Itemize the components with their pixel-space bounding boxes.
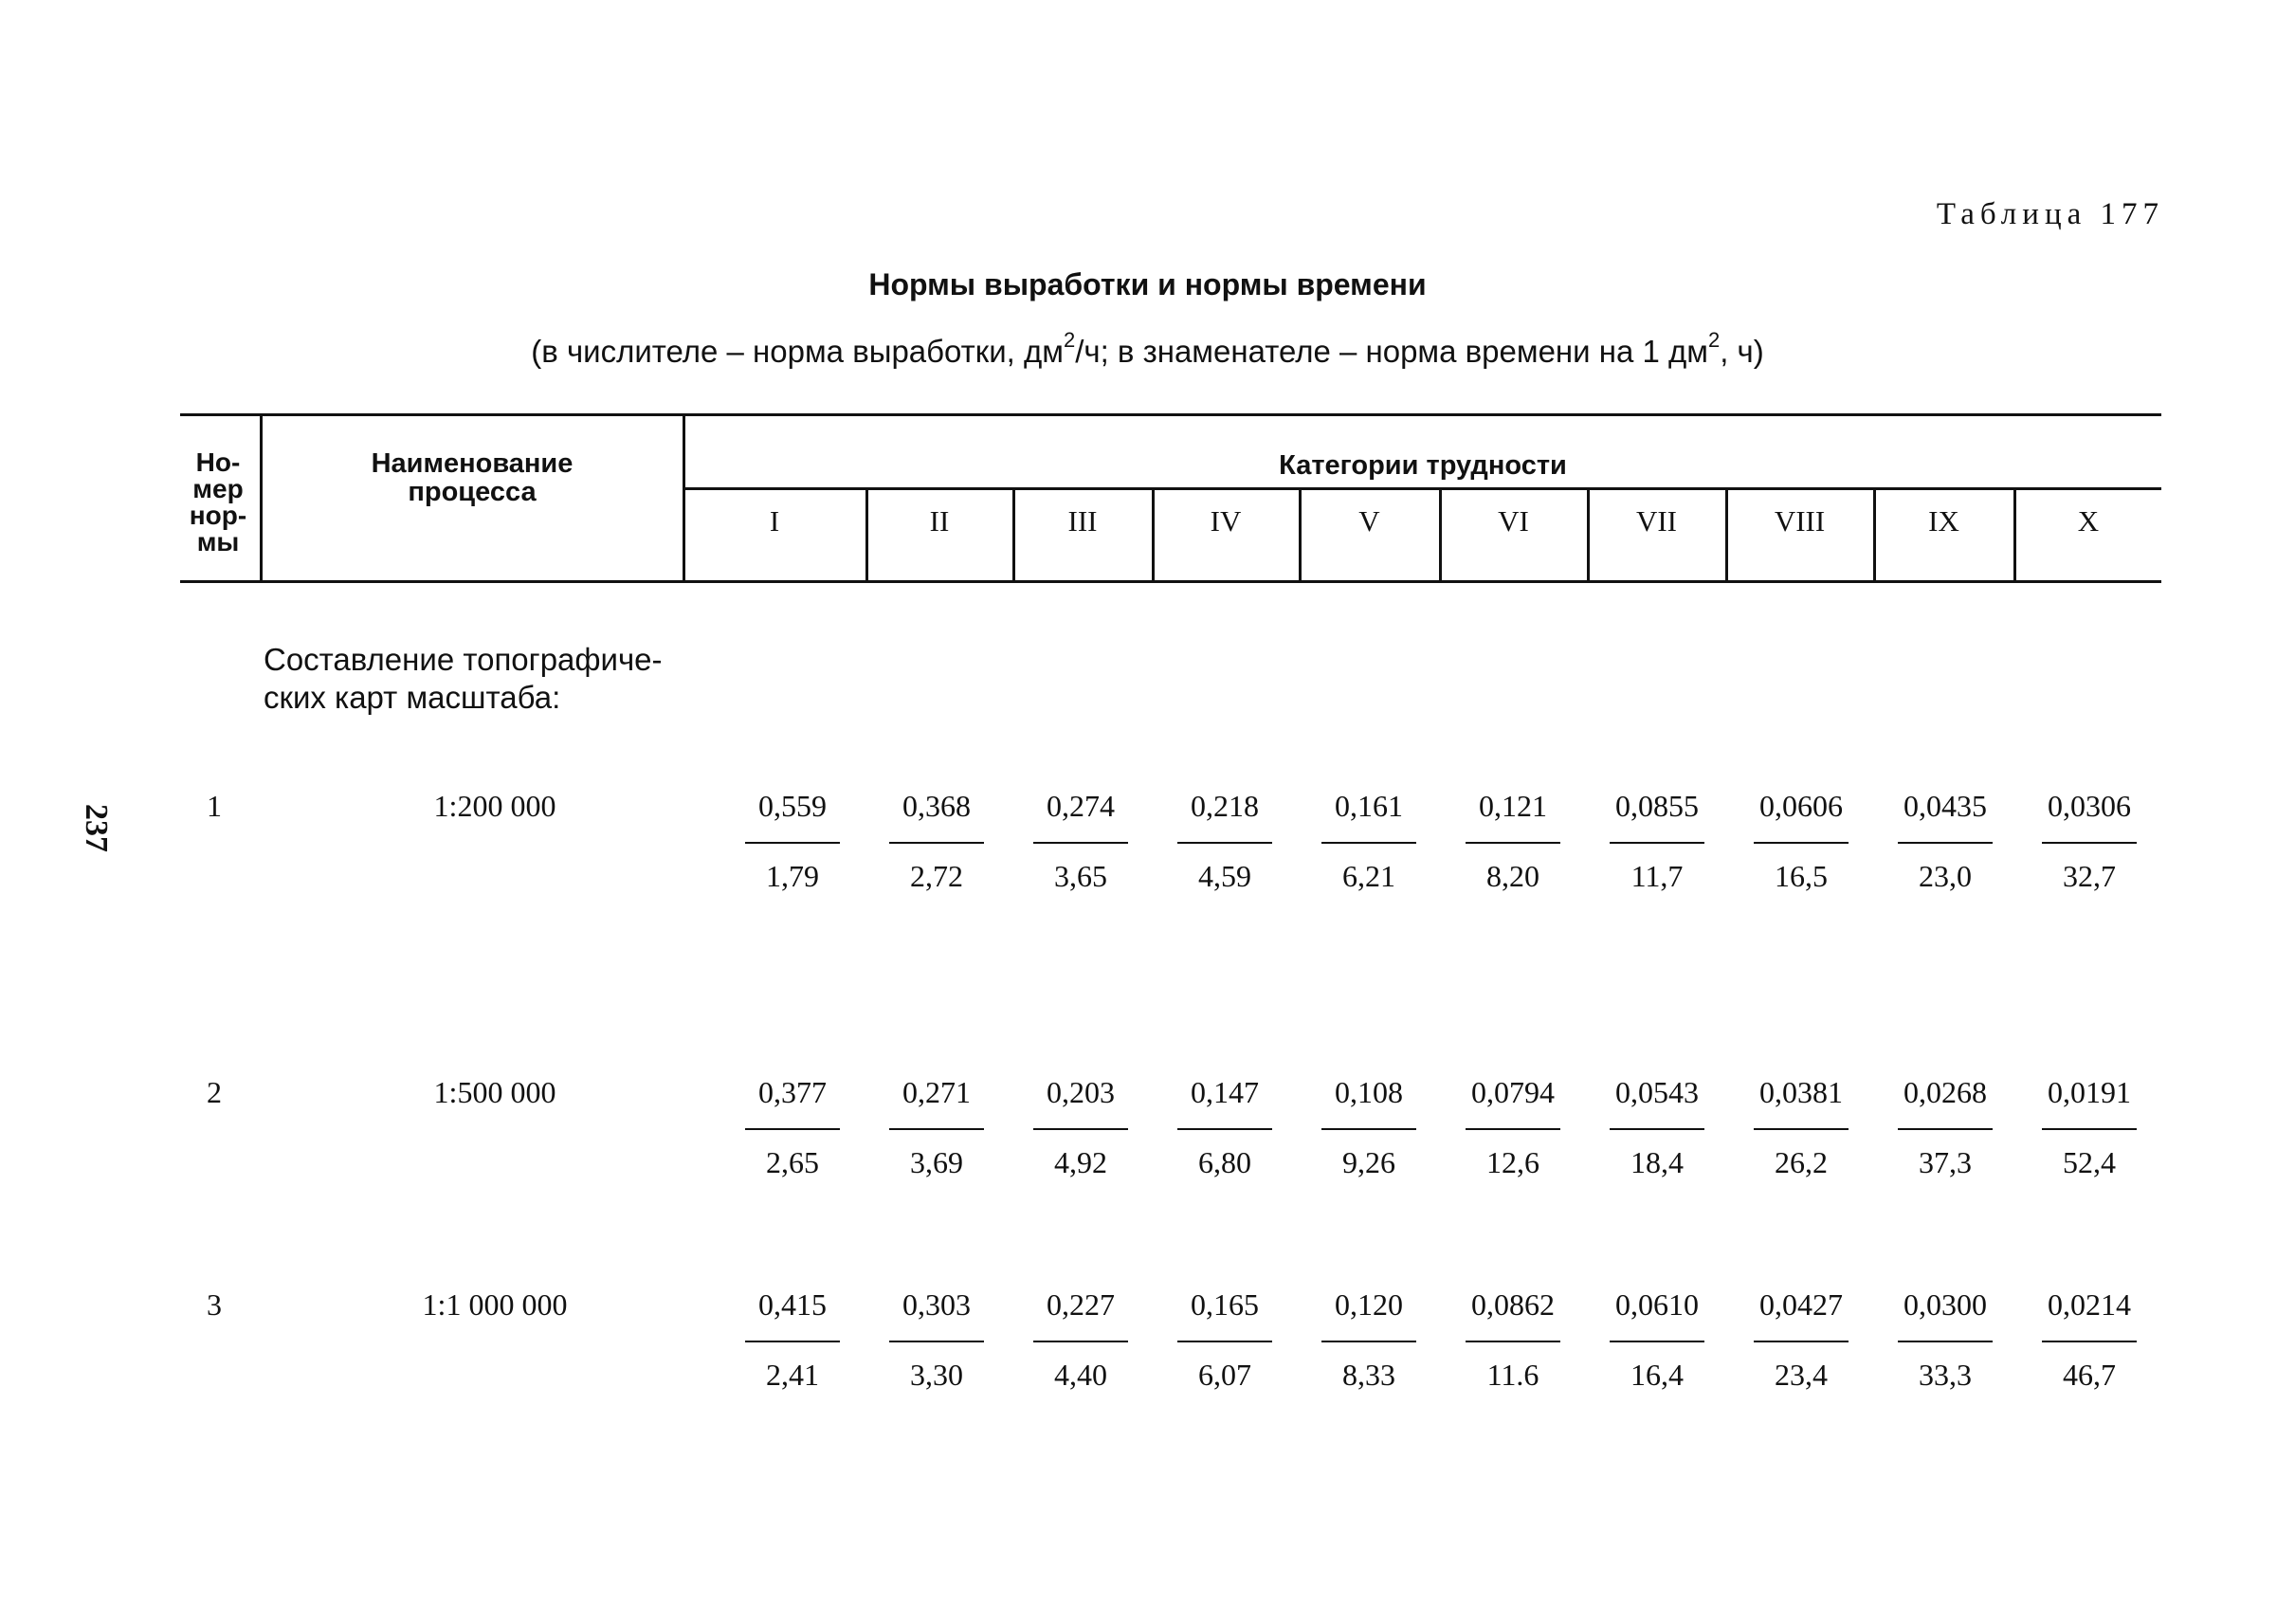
- fraction-bar: [2042, 1128, 2137, 1130]
- norm-output-value: 0,0610: [1615, 1287, 1699, 1322]
- number-col-line: нор-: [189, 501, 247, 530]
- norm-time-value: 52,4: [2063, 1145, 2116, 1179]
- fraction-bar: [1321, 1341, 1416, 1342]
- fraction-bar: [1177, 842, 1272, 844]
- norm-time-value: 6,80: [1198, 1145, 1251, 1179]
- norm-output-value: 0,0543: [1615, 1075, 1699, 1109]
- norm-output-value: 0,559: [758, 789, 827, 823]
- norm-time-value: 23,0: [1919, 859, 1972, 893]
- norm-output-value: 0,0606: [1759, 789, 1843, 823]
- norm-time-value: 3,30: [910, 1358, 963, 1392]
- norm-output-value: 0,0427: [1759, 1287, 1843, 1322]
- norm-output-value: 0,218: [1191, 789, 1259, 823]
- fraction-bar: [1466, 842, 1560, 844]
- norm-output-value: 0,415: [758, 1287, 827, 1322]
- category-header: VII: [1635, 504, 1678, 538]
- norm-time-value: 4,40: [1054, 1358, 1107, 1392]
- norm-time-value: 3,69: [910, 1145, 963, 1179]
- fraction-bar: [2042, 842, 2137, 844]
- norm-time-value: 3,65: [1054, 859, 1107, 893]
- norm-output-value: 0,227: [1047, 1287, 1115, 1322]
- category-header: II: [929, 504, 950, 538]
- category-header: V: [1358, 504, 1380, 538]
- category-header: VI: [1498, 504, 1529, 538]
- norm-time-value: 18,4: [1630, 1145, 1684, 1179]
- norm-output-value: 0,121: [1479, 789, 1547, 823]
- norm-time-value: 1,79: [766, 859, 819, 893]
- table-subtitle: [0, 328, 2295, 370]
- number-col-line: мер: [192, 474, 244, 503]
- fraction-bar: [1898, 842, 1993, 844]
- fraction-bar: [1610, 842, 1704, 844]
- subtitle-part1: (в числителе – норма выработки, дм: [531, 334, 1064, 369]
- norm-time-value: 2,65: [766, 1145, 819, 1179]
- norm-output-value: 0,0191: [2048, 1075, 2131, 1109]
- category-header: III: [1067, 504, 1098, 538]
- fraction-bar: [745, 1341, 840, 1342]
- fraction-bar: [1610, 1341, 1704, 1342]
- category-header: IX: [1928, 504, 1959, 538]
- norm-time-value: 46,7: [2063, 1358, 2116, 1392]
- subtitle-sup1: 2: [1063, 328, 1076, 352]
- norm-time-value: 6,07: [1198, 1358, 1251, 1392]
- categories-title: Категории трудности: [1279, 450, 1567, 481]
- process-col-line: Наименование: [371, 448, 574, 479]
- norm-time-value: 12,6: [1486, 1145, 1539, 1179]
- fraction-bar: [1898, 1128, 1993, 1130]
- norm-time-value: 11.6: [1486, 1358, 1539, 1392]
- number-col-line: мы: [196, 527, 240, 557]
- norm-time-value: 16,4: [1630, 1358, 1684, 1392]
- fraction-bar: [1754, 1128, 1849, 1130]
- norm-time-value: 11,7: [1630, 859, 1684, 893]
- row-process-name: 1:200 000: [433, 789, 556, 823]
- fraction-bar: [1177, 1128, 1272, 1130]
- fraction-bar: [1033, 1341, 1128, 1342]
- row-process-name: 1:1 000 000: [422, 1287, 568, 1322]
- norm-output-value: 0,0306: [2048, 789, 2131, 823]
- section-title: [264, 641, 663, 717]
- category-header: X: [2077, 504, 2100, 538]
- fraction-bar: [1754, 842, 1849, 844]
- norm-time-value: 6,21: [1342, 859, 1395, 893]
- fraction-bar: [1177, 1341, 1272, 1342]
- page-number: 237: [79, 804, 114, 852]
- section-title-line: Составление топографиче-: [264, 642, 663, 677]
- norm-output-value: 0,0214: [2048, 1287, 2131, 1322]
- norm-output-value: 0,147: [1191, 1075, 1259, 1109]
- norm-output-value: 0,0862: [1471, 1287, 1555, 1322]
- norm-time-value: 8,33: [1342, 1358, 1395, 1392]
- norm-time-value: 16,5: [1775, 859, 1828, 893]
- category-header: IV: [1210, 504, 1242, 538]
- fraction-bar: [889, 842, 984, 844]
- fraction-bar: [2042, 1341, 2137, 1342]
- norm-output-value: 0,0855: [1615, 789, 1699, 823]
- fraction-bar: [1321, 1128, 1416, 1130]
- table-title: Нормы выработки и нормы времени: [868, 267, 1427, 301]
- norm-output-value: 0,303: [902, 1287, 971, 1322]
- norm-output-value: 0,120: [1335, 1287, 1403, 1322]
- norm-output-value: 0,0300: [1903, 1287, 1987, 1322]
- norm-output-value: 0,165: [1191, 1287, 1259, 1322]
- norm-output-value: 0,271: [902, 1075, 971, 1109]
- fraction-bar: [1466, 1341, 1560, 1342]
- header-divider: [683, 413, 685, 580]
- header-divider: [260, 413, 263, 580]
- subtitle-part2: /ч; в знаменателе – норма времени на 1 дм: [1075, 334, 1708, 369]
- norm-output-value: 0,0794: [1471, 1075, 1555, 1109]
- header-top-rule: [180, 413, 2161, 416]
- row-number: 2: [207, 1075, 222, 1109]
- number-col-header: [176, 449, 260, 556]
- norm-output-value: 0,108: [1335, 1075, 1403, 1109]
- fraction-bar: [1033, 1128, 1128, 1130]
- fraction-bar: [889, 1341, 984, 1342]
- process-col-line: процесса: [408, 477, 537, 507]
- norm-time-value: 23,4: [1775, 1358, 1828, 1392]
- subtitle-part3: , ч): [1720, 334, 1764, 369]
- norm-output-value: 0,274: [1047, 789, 1115, 823]
- norm-time-value: 2,41: [766, 1358, 819, 1392]
- row-process-name: 1:500 000: [433, 1075, 556, 1109]
- row-number: 1: [207, 789, 222, 823]
- number-col-line: Но-: [195, 447, 241, 477]
- header-bottom-rule: [180, 580, 2161, 583]
- fraction-bar: [745, 842, 840, 844]
- fraction-bar: [1033, 842, 1128, 844]
- fraction-bar: [1321, 842, 1416, 844]
- norm-time-value: 33,3: [1919, 1358, 1972, 1392]
- row-number: 3: [207, 1287, 222, 1322]
- fraction-bar: [1466, 1128, 1560, 1130]
- norm-time-value: 8,20: [1486, 859, 1539, 893]
- norm-output-value: 0,0268: [1903, 1075, 1987, 1109]
- norm-time-value: 26,2: [1775, 1145, 1828, 1179]
- fraction-bar: [745, 1128, 840, 1130]
- process-col-header: [264, 449, 681, 506]
- norm-output-value: 0,377: [758, 1075, 827, 1109]
- table-label: Таблица 177: [1936, 197, 2164, 231]
- norm-output-value: 0,203: [1047, 1075, 1115, 1109]
- norm-output-value: 0,0435: [1903, 789, 1987, 823]
- norm-time-value: 37,3: [1919, 1145, 1972, 1179]
- norm-time-value: 32,7: [2063, 859, 2116, 893]
- norm-time-value: 9,26: [1342, 1145, 1395, 1179]
- norm-time-value: 4,92: [1054, 1145, 1107, 1179]
- fraction-bar: [1898, 1341, 1993, 1342]
- section-title-line: ских карт масштаба:: [264, 680, 561, 715]
- norm-output-value: 0,368: [902, 789, 971, 823]
- norm-time-value: 2,72: [910, 859, 963, 893]
- norm-time-value: 4,59: [1198, 859, 1251, 893]
- category-header: VIII: [1774, 504, 1826, 538]
- subtitle-sup2: 2: [1707, 328, 1721, 352]
- categories-rule: [684, 487, 2161, 490]
- fraction-bar: [1754, 1341, 1849, 1342]
- category-header: I: [769, 504, 780, 538]
- norm-output-value: 0,0381: [1759, 1075, 1843, 1109]
- fraction-bar: [889, 1128, 984, 1130]
- fraction-bar: [1610, 1128, 1704, 1130]
- norm-output-value: 0,161: [1335, 789, 1403, 823]
